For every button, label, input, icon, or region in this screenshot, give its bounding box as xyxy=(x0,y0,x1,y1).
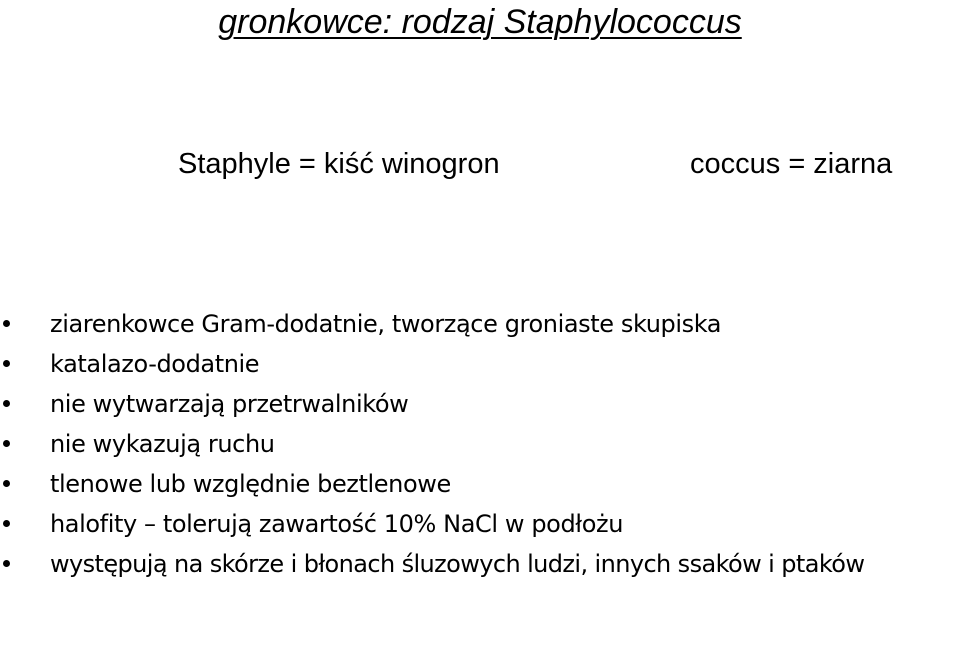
slide-title: gronkowce: rodzaj Staphylococcus xyxy=(218,3,742,41)
bullet-item xyxy=(0,464,960,504)
bullet-text: nie wytwarzają przetrwalników xyxy=(50,390,409,418)
bullet-item xyxy=(0,424,960,464)
bullet-item xyxy=(0,384,960,424)
bullet-text: tlenowe lub względnie beztlenowe xyxy=(50,470,451,498)
bullet-text: ziarenkowce Gram-dodatnie, tworzące groniaste skupiska xyxy=(50,310,722,338)
bullet-dot-icon xyxy=(3,440,10,447)
bullet-dot-icon xyxy=(3,480,10,487)
bullet-dot-icon xyxy=(3,320,10,327)
bullet-dot-icon xyxy=(3,360,10,367)
bullet-dot-icon xyxy=(3,520,10,527)
bullet-text: katalazo-dodatnie xyxy=(50,350,260,378)
bullet-item xyxy=(0,304,960,344)
bullet-item xyxy=(0,504,960,544)
bullet-item xyxy=(0,344,960,384)
bullet-list xyxy=(0,304,960,584)
bullet-text: halofity – tolerują zawartość 10% NaCl w podłożu xyxy=(50,510,624,538)
bullet-item xyxy=(0,544,950,584)
etymology-coccus: coccus = ziarna xyxy=(690,148,893,180)
bullet-dot-icon xyxy=(3,400,10,407)
etymology-staphyle: Staphyle = kiść winogron xyxy=(178,148,500,180)
bullet-dot-icon xyxy=(3,560,10,567)
bullet-text: nie wykazują ruchu xyxy=(50,430,275,458)
bullet-text: występują na skórze i błonach śluzowych ludzi, innych ssaków i ptaków xyxy=(50,550,865,578)
